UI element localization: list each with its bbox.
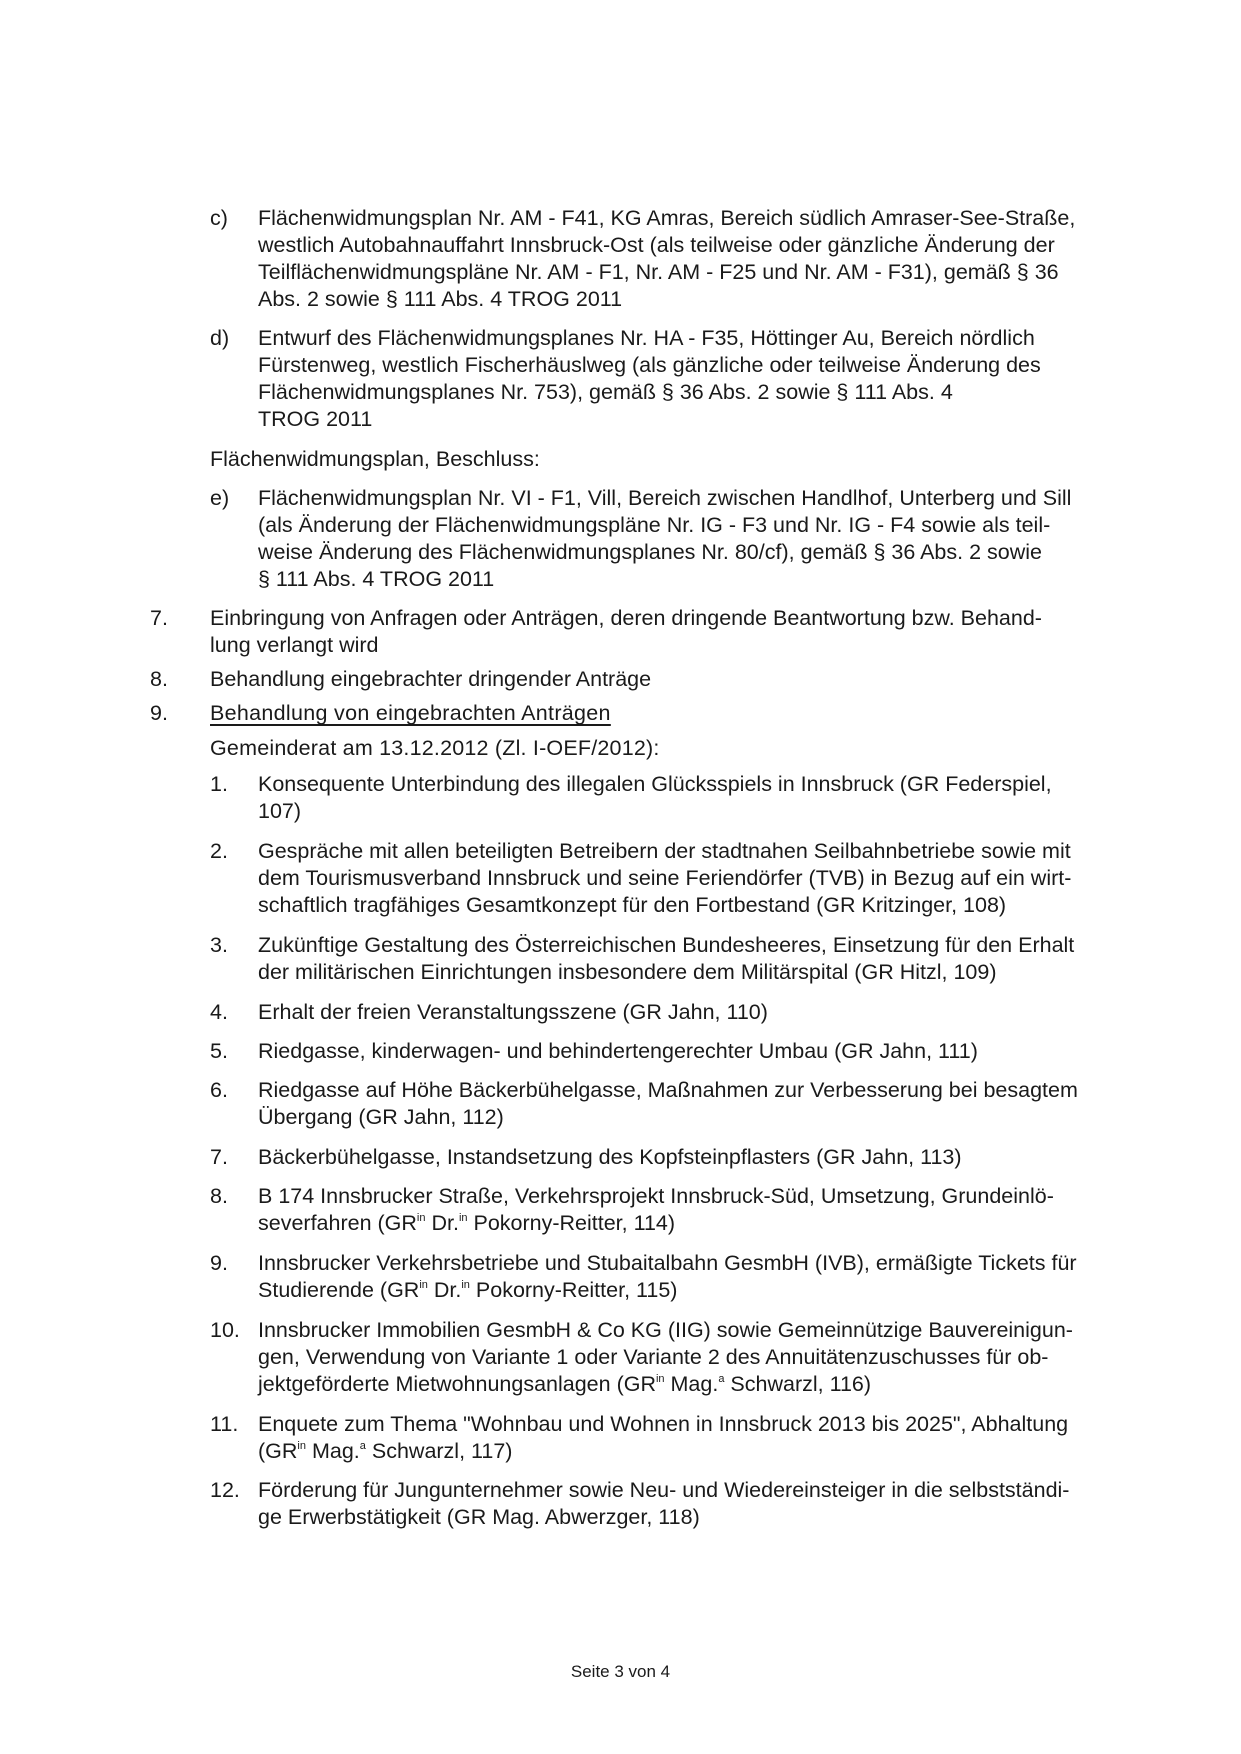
item-text: Zukünftige Gestaltung des Österreichischen Bundesheeres, Einsetzung für den Erhalt der militärischen Einrichtungen insbesondere dem Militärspital (GR Hitzl, 109) xyxy=(258,933,1075,984)
item-marker: 10. xyxy=(210,1318,240,1342)
item-marker: 7. xyxy=(150,606,168,630)
item-text: B 174 Innsbrucker Straße, Verkehrsprojekt Innsbruck-Süd, Umsetzung, Grundeinlö- severfahren ($GR^{in}$ Dr.$^{in}$ Pokorny-Reitter, 114) xyxy=(258,1184,1054,1235)
item-heading-underlined: Behandlung von eingebrachten Anträgen xyxy=(210,701,611,725)
page-number: Seite 3 von 4 xyxy=(570,1662,671,1681)
item-text: Riedgasse auf Höhe Bäckerbühelgasse, Maßnahmen zur Verbesserung bei besagtem Übergang (GR Jahn, 112) xyxy=(258,1078,1078,1129)
item-marker: 11. xyxy=(210,1412,239,1436)
item-text: Enquete zum Thema "Wohnbau und Wohnen in Innsbruck 2013 bis 2025", Abhaltung ($GR^{in}$ Mag.$^a$ Schwarzl, 117) xyxy=(258,1412,1069,1463)
superscript: a xyxy=(718,1373,725,1385)
item-marker: 8. xyxy=(210,1184,228,1208)
item-text: Erhalt der freien Veranstaltungsszene (GR Jahn, 110) xyxy=(258,1000,768,1024)
item-marker: 9. xyxy=(150,701,168,725)
item-marker: 1. xyxy=(210,772,228,796)
item-marker: e) xyxy=(210,486,230,510)
item-marker: 6. xyxy=(210,1078,228,1102)
superscript: a xyxy=(359,1440,366,1452)
item-text: Behandlung eingebrachter dringender Anträge xyxy=(210,667,652,691)
superscript: in xyxy=(655,1373,665,1385)
item-marker: 8. xyxy=(150,667,168,691)
item-marker: 3. xyxy=(210,933,228,957)
item-marker: 2. xyxy=(210,839,228,863)
item-marker: 7. xyxy=(210,1145,228,1169)
item-marker: 9. xyxy=(210,1251,228,1275)
item-text: Gespräche mit allen beteiligten Betreibern der stadtnahen Seilbahnbetriebe sowie mit dem Tourismusverband Innsbruck und seine Feriendörfer (TVB) in Bezug auf ein wirt- schaftlich tragfähiges Gesamtkonzept für den Fortbestand (GR Kritzinger, 108) xyxy=(258,839,1072,917)
item-marker: 12. xyxy=(210,1478,240,1502)
item-text: Innsbrucker Verkehrsbetriebe und Stubaitalbahn GesmbH (IVB), ermäßigte Tickets für Studierende ($GR^{in}$ Dr.$^{in}$ Pokorny-Reitter, 115) xyxy=(258,1251,1077,1302)
superscript: in xyxy=(416,1212,426,1224)
item-text: Innsbrucker Immobilien GesmbH & Co KG (IIG) sowie Gemeinnützige Bauvereinigun- gen, Verwendung von Variante 1 oder Variante 2 des Annuitätenzuschusses für ob- jektgeförderte Mietwohnungsanlagen ($GR^{in}$ Mag.$^a$ Schwarzl, 116) xyxy=(258,1318,1073,1396)
section-heading: Flächenwidmungsplan, Beschluss: xyxy=(210,447,540,471)
item-text: Flächenwidmungsplan Nr. VI - F1, Vill, Bereich zwischen Handlhof, Unterberg und Sill (als Änderung der Flächenwidmungspläne Nr. IG - F3 und Nr. IG - F4 sowie als teil- weise Änderung des Flächenwidmungsplanes Nr. 80/cf), gemäß § 36 Abs. 2 sowie § 111 Abs. 4 TROG 2011 xyxy=(258,486,1072,591)
item-text: Konsequente Unterbindung des illegalen Glücksspiels in Innsbruck (GR Federspiel, 107) xyxy=(258,772,1052,823)
session-line: Gemeinderat am 13.12.2012 (Zl. I-OEF/2012): xyxy=(210,736,660,760)
item-text: Entwurf des Flächenwidmungsplanes Nr. HA - F35, Höttinger Au, Bereich nördlich Fürstenweg, westlich Fischerhäuslweg (als gänzliche oder teilweise Änderung des Flächenwidmungsplanes Nr. 753), gemäß § 36 Abs. 2 sowie § 111 Abs. 4 TROG 2011 xyxy=(258,326,1041,431)
superscript: in xyxy=(297,1440,306,1452)
item-text: Bäckerbühelgasse, Instandsetzung des Kopfsteinpflasters (GR Jahn, 113) xyxy=(258,1145,962,1169)
item-text: Flächenwidmungsplan Nr. AM - F41, KG Amras, Bereich südlich Amraser-See-Straße, westlich Autobahnauffahrt Innsbruck-Ost (als teilweise oder gänzliche Änderung der Teilflächenwidmungspläne Nr. AM - F1, Nr. AM - F25 und Nr. AM - F31), gemäß § 36 Abs. 2 sowie § 111 Abs. 4 TROG 2011 xyxy=(258,206,1076,311)
item-marker: 4. xyxy=(210,1000,228,1024)
item-text: Riedgasse, kinderwagen- und behindertengerechter Umbau (GR Jahn, 111) xyxy=(258,1039,978,1063)
item-text: Förderung für Jungunternehmer sowie Neu- und Wiedereinsteiger in die selbstständi- ge Erwerbstätigkeit (GR Mag. Abwerzger, 118) xyxy=(258,1478,1070,1529)
superscript: in xyxy=(461,1279,470,1291)
item-text: Einbringung von Anfragen oder Anträgen, deren dringende Beantwortung bzw. Behand- lung verlangt wird xyxy=(210,606,1042,657)
superscript: in xyxy=(419,1279,428,1291)
item-marker: d) xyxy=(210,326,230,350)
item-marker: 5. xyxy=(210,1039,228,1063)
superscript: in xyxy=(458,1212,468,1224)
item-marker: c) xyxy=(210,206,228,230)
